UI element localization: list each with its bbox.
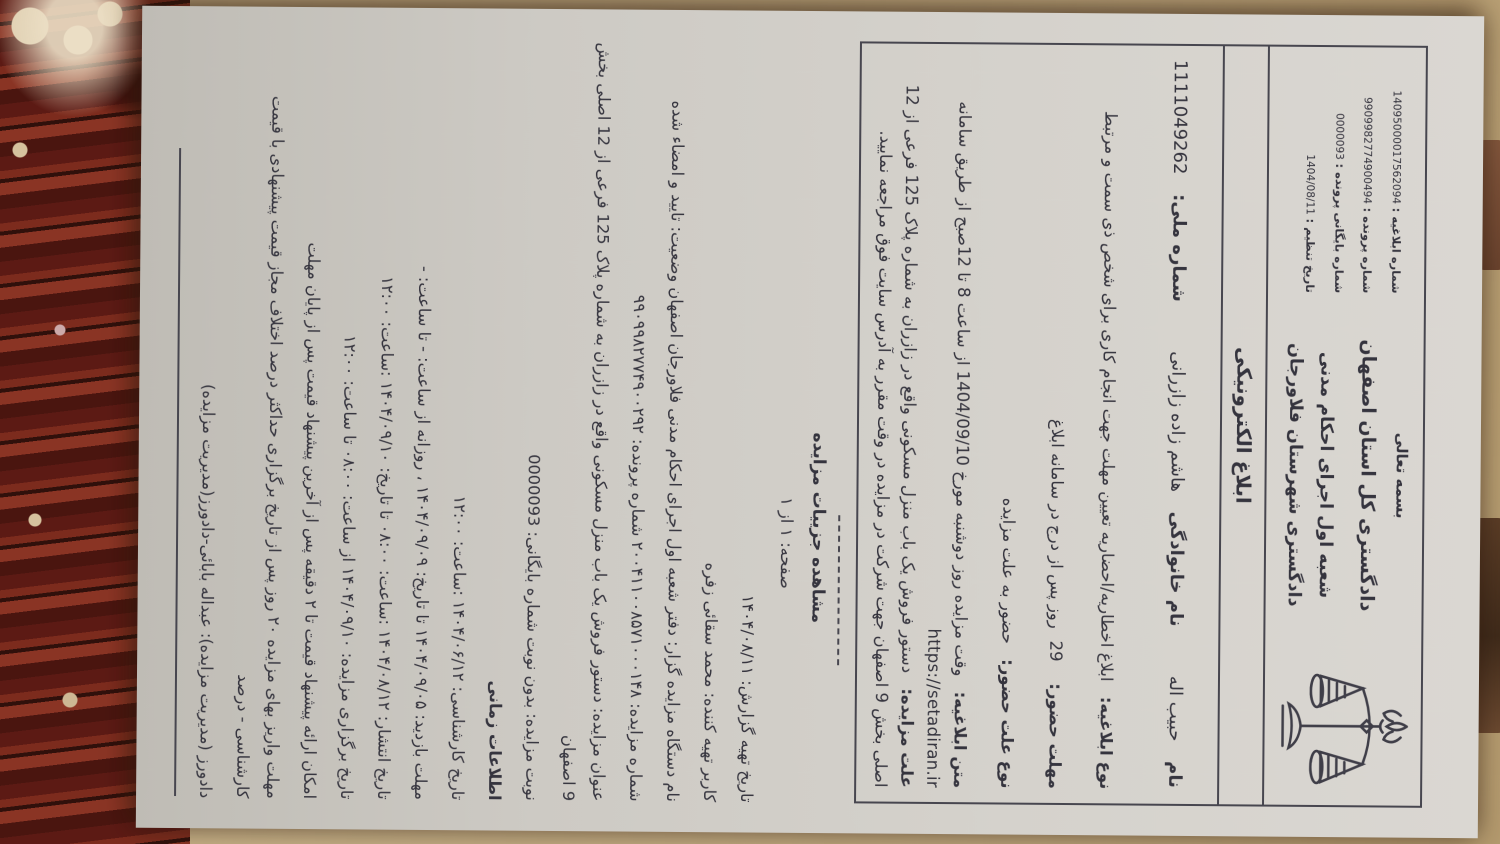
- bottom-rule: [174, 148, 181, 796]
- recipient-national-id: شماره ملی: 1111049262: [1167, 59, 1191, 302]
- header-meta-block: [1274, 55, 1418, 294]
- form-title: ابلاغ الکترونیکی: [1219, 46, 1270, 804]
- recipient-row: [1134, 46, 1225, 805]
- report-line-report-date: تاریخ تهیه گزارش: ۱۴۰۴/۰۸/۱۱: [737, 594, 758, 803]
- form-header: [1264, 47, 1426, 806]
- report-line-time-info-header: اطلاعات زمانی: [485, 680, 506, 801]
- scales-of-justice-icon: [1270, 666, 1413, 787]
- recipient-last-name: نام خانوادگی هاشم زاده زازرانی: [1165, 351, 1189, 627]
- meta-notice-number: شماره ابلاغیه : 14095000017562094: [1389, 90, 1404, 294]
- notice-type-row: نوع ابلاغیه: ابلاغ اخطاریه/احضاریه تعیین مهلت جهت انجام کاری برای شخص ذی سمت و مرتبط: [1096, 110, 1121, 790]
- report-line-prepared-by: کاربر تهیه کننده: محمد سقائی زفره: [700, 562, 722, 803]
- report-line-publish-window: تاریخ انتشار: ۱۴۰۴/۰۸/۱۲ :ساعت: ۰۸:۰۰ تا تاریخ: ۱۴۰۴/۰۹/۱۰ :ساعت: ۱۲:۰۰: [374, 276, 398, 800]
- header-titles: [1271, 293, 1416, 658]
- report-line-payment-deadline: مهلت واریز بهای مزایده ۲۰ روز پس از تاریخ برگزاری حداکثر درصد اختلاف مجاز قیمت پیشنهادی با قیمت کارشناسی - درصد: [233, 95, 288, 799]
- report-line-bid-extension: امکان ارائه پیشنهاد قیمت تا ۲ دقیقه پس از آخرین پیشنهاد قیمت پس از پایان مهلت: [300, 242, 324, 800]
- setadiran-url: https://setadiran.ir: [923, 628, 944, 789]
- report-title: مشاهده جزییات مزایده: [807, 432, 830, 624]
- meta-issue-date: تاریخ تنظیم : 1404/08/11: [1302, 154, 1318, 293]
- paper-document: [136, 6, 1484, 839]
- report-line-agency: نام دستگاه مزایده گزار: دفتر شعبه اول اجرای احکام مدنی فلاورجان اصفهان وضعیت: تایید و امضاء شده: [663, 100, 688, 803]
- notice-text-row: متن ابلاغیه: وقت مزایده روز دوشنبه مورخ 1404/09/10 از ساعت 8 تا 12صبح از طریق سامانه https://setadiran.ir علت مزایده: دستور فروش یک باب منزل مسکونی واقع در زازران به شماره پلاک 125 فرعی از 12 اصلی بخش 9 اصفهان جهت شرکت در مزایده در وقت مقرر به آدرس سایت فوق مراجعه نمایید.: [870, 84, 975, 789]
- carpet-corner-motif: [0, 0, 165, 130]
- org-name-branch: شعبه اول اجرای احکام مدنی دادگستری شهرستان فلاورجان: [1283, 342, 1337, 607]
- report-line-auction-round: نوبت مزایده: بدون نوبت شماره بایگانی: 0000093: [522, 454, 545, 801]
- meta-archive-number: شماره بایگانی پرونده : 0000093: [1331, 113, 1347, 294]
- report-page-number: صفحه: ۱ از ۱: [776, 497, 797, 589]
- report-line-appraisal-date: تاریخ کارشناسی: ۱۴۰۴/۰۶/۱۲ :ساعت: ۱۲:۰۰: [448, 495, 470, 801]
- recipient-first-name: نام حبیب اله: [1164, 675, 1187, 788]
- report-line-auction-number: شماره مزایده: ۲۰۰۴۱۱۰۰۸۵۷۱۰۰۰۱۴۸ شماره پرونده: ۹۹۰۹۹۸۲۷۷۴۹۰۰۲۹۲: [626, 294, 650, 802]
- org-name-province: دادگستری کل استان اصفهان: [1355, 339, 1380, 612]
- dashed-separator: [837, 515, 842, 665]
- report-line-visit-window: مهلت بازدید: ۱۴۰۴/۰۹/۰۵ تا تاریخ: ۱۴۰۴/۰۹/۰۹ ، روزانه از ساعت: - تا ساعت: -: [411, 265, 435, 801]
- report-line-officer: دادورز (مدیریت مزایده): عبداله بابائی-دادورز(مدیریت مزایده): [196, 383, 219, 799]
- report-line-auction-title: عنوان مزایده: دستور فروش یک باب منزل مسکونی واقع در زازران به شماره پلاک 125 فرعی از 12 اصلی بخش 9 اصفهان: [559, 42, 615, 802]
- auction-report-section: [174, 36, 846, 803]
- notice-form-table: [854, 41, 1428, 807]
- attendance-reason-row: نوع علت حضور: حضور به علت مزایده: [997, 497, 1019, 789]
- bismillah-text: بسمه تعالی: [1392, 432, 1411, 519]
- meta-case-number: شماره پرونده : 9909982774900494: [1360, 97, 1375, 294]
- judiciary-logo: [1270, 657, 1413, 796]
- deadline-row: مهلت حضور: 29 روز پس از درج در سامانه ابلاغ: [1044, 418, 1067, 790]
- report-line-auction-date: تاریخ برگزاری مزایده: ۱۴۰۴/۰۹/۱۰ از ساعت: ۰۸:۰۰ تا ساعت: ۱۲:۰۰: [337, 334, 360, 800]
